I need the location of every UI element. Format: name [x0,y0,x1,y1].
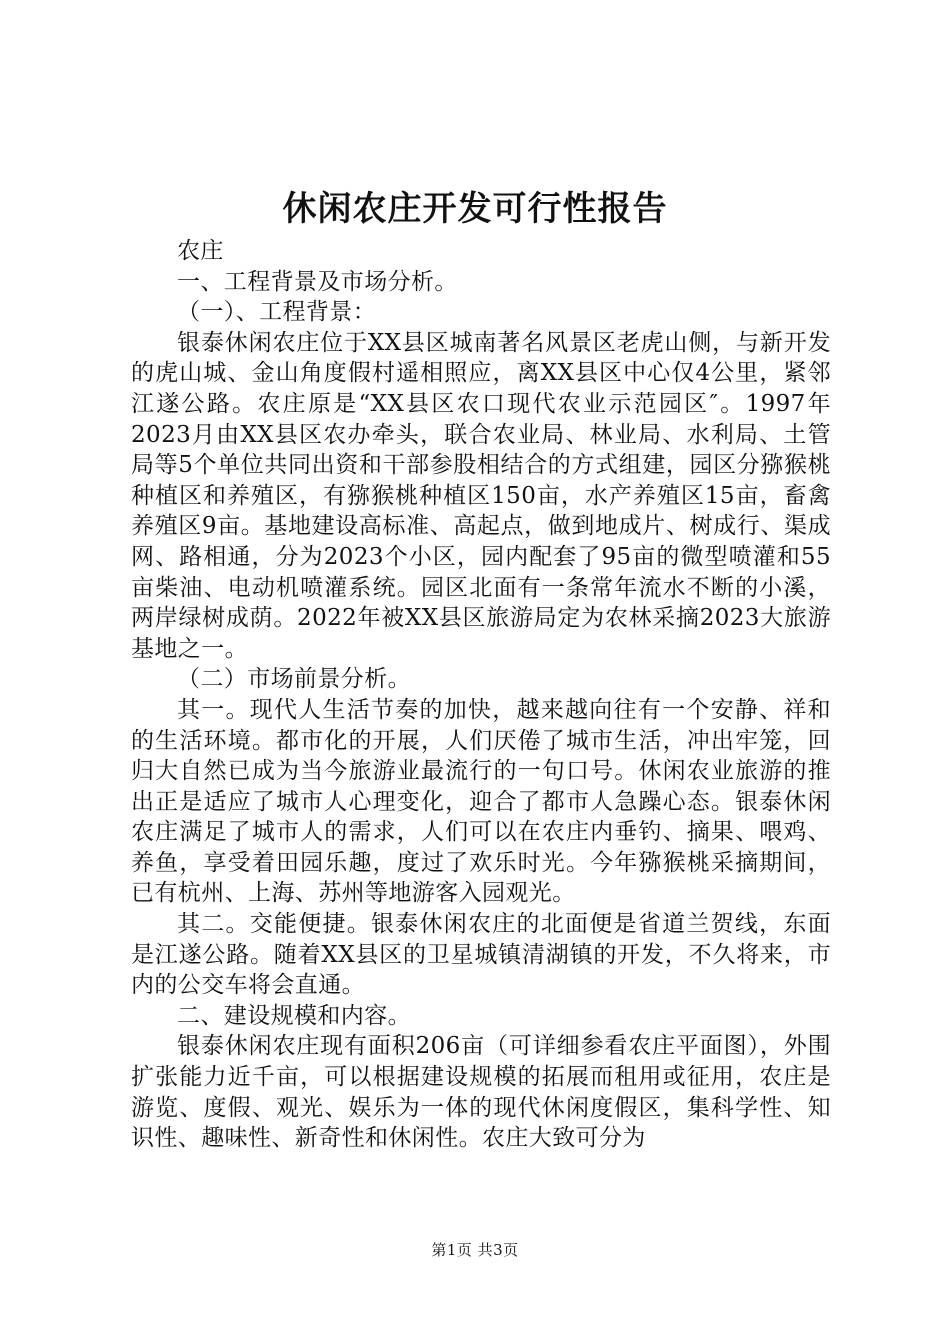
document-title: 休闲农庄开发可行性报告 [282,189,668,229]
subheading-market-outlook: （二）市场前景分析。 [177,666,411,693]
paragraph-background-detail: 银泰休闲农庄位于XX县区城南著名风景区老虎山侧，与新开发的虎山城、金山角度假村遥相照应，离XX县区中心仅4公里，紧邻江遂公路。农庄原是“XX县区农口现代农业示范园区″。1997年2023月由XX县区农办牵头，联合农业局、林业局、水利局、土管局等5个单位共同出资和干部参股相结合的方式组建，园区分猕猴桃种植区和养殖区，有猕猴桃种植区150亩，水产养殖区15亩，畜禽养殖区9亩。基地建设高标准、高起点，做到地成片、树成行、渠成网、路相通，分为2023个小区，园内配套了95亩的微型喷灌和55亩柴油、电动机喷灌系统。园区北面有一条常年流水不断的小溪，两岸绿树成荫。2022年被XX县区旅游局定为农林采摘2023大旅游基地之一。 [131,329,831,662]
document-body [131,236,831,1154]
heading-project-background-market: 一、工程背景及市场分析。 [177,268,458,295]
paragraph-market-point-two: 其二。交能便捷。银泰休闲农庄的北面便是省道兰贺线，东面是江遂公路。随着XX县区的卫星城镇清湖镇的开发，不久将来，市内的公交车将会直通。 [131,911,831,999]
paragraph-construction-detail: 银泰休闲农庄现有面积206亩（可详细参看农庄平面图），外围扩张能力近千亩，可以根据建设规模的拓展而租用或征用，农庄是游览、度假、观光、娱乐为一体的现代休闲度假区，集科学性、知识性、趣味性、新奇性和休闲性。农庄大致可分为 [131,1033,831,1152]
paragraph-subject: 农庄 [177,238,224,264]
heading-construction-scale: 二、建设规模和内容。 [177,1002,411,1029]
paragraph-market-point-one: 其一。现代人生活节奏的加快，越来越向往有一个安静、祥和的生活环境。都市化的开展，人们厌倦了城市生活，冲出牢笼，回归大自然已成为当今旅游业最流行的一句口号。休闲农业旅游的推出正是适应了城市人心理变化，迎合了都市人急躁心态。银泰休闲农庄满足了城市人的需求，人们可以在农庄内垂钓、摘果、喂鸡、养鱼，享受着田园乐趣，度过了欢乐时光。今年猕猴桃采摘期间，已有杭州、上海、苏州等地游客入园观光。 [131,696,831,907]
page-number-footer: 第1页 共3页 [431,1241,519,1259]
subheading-project-background: （一）、工程背景： [177,299,377,326]
